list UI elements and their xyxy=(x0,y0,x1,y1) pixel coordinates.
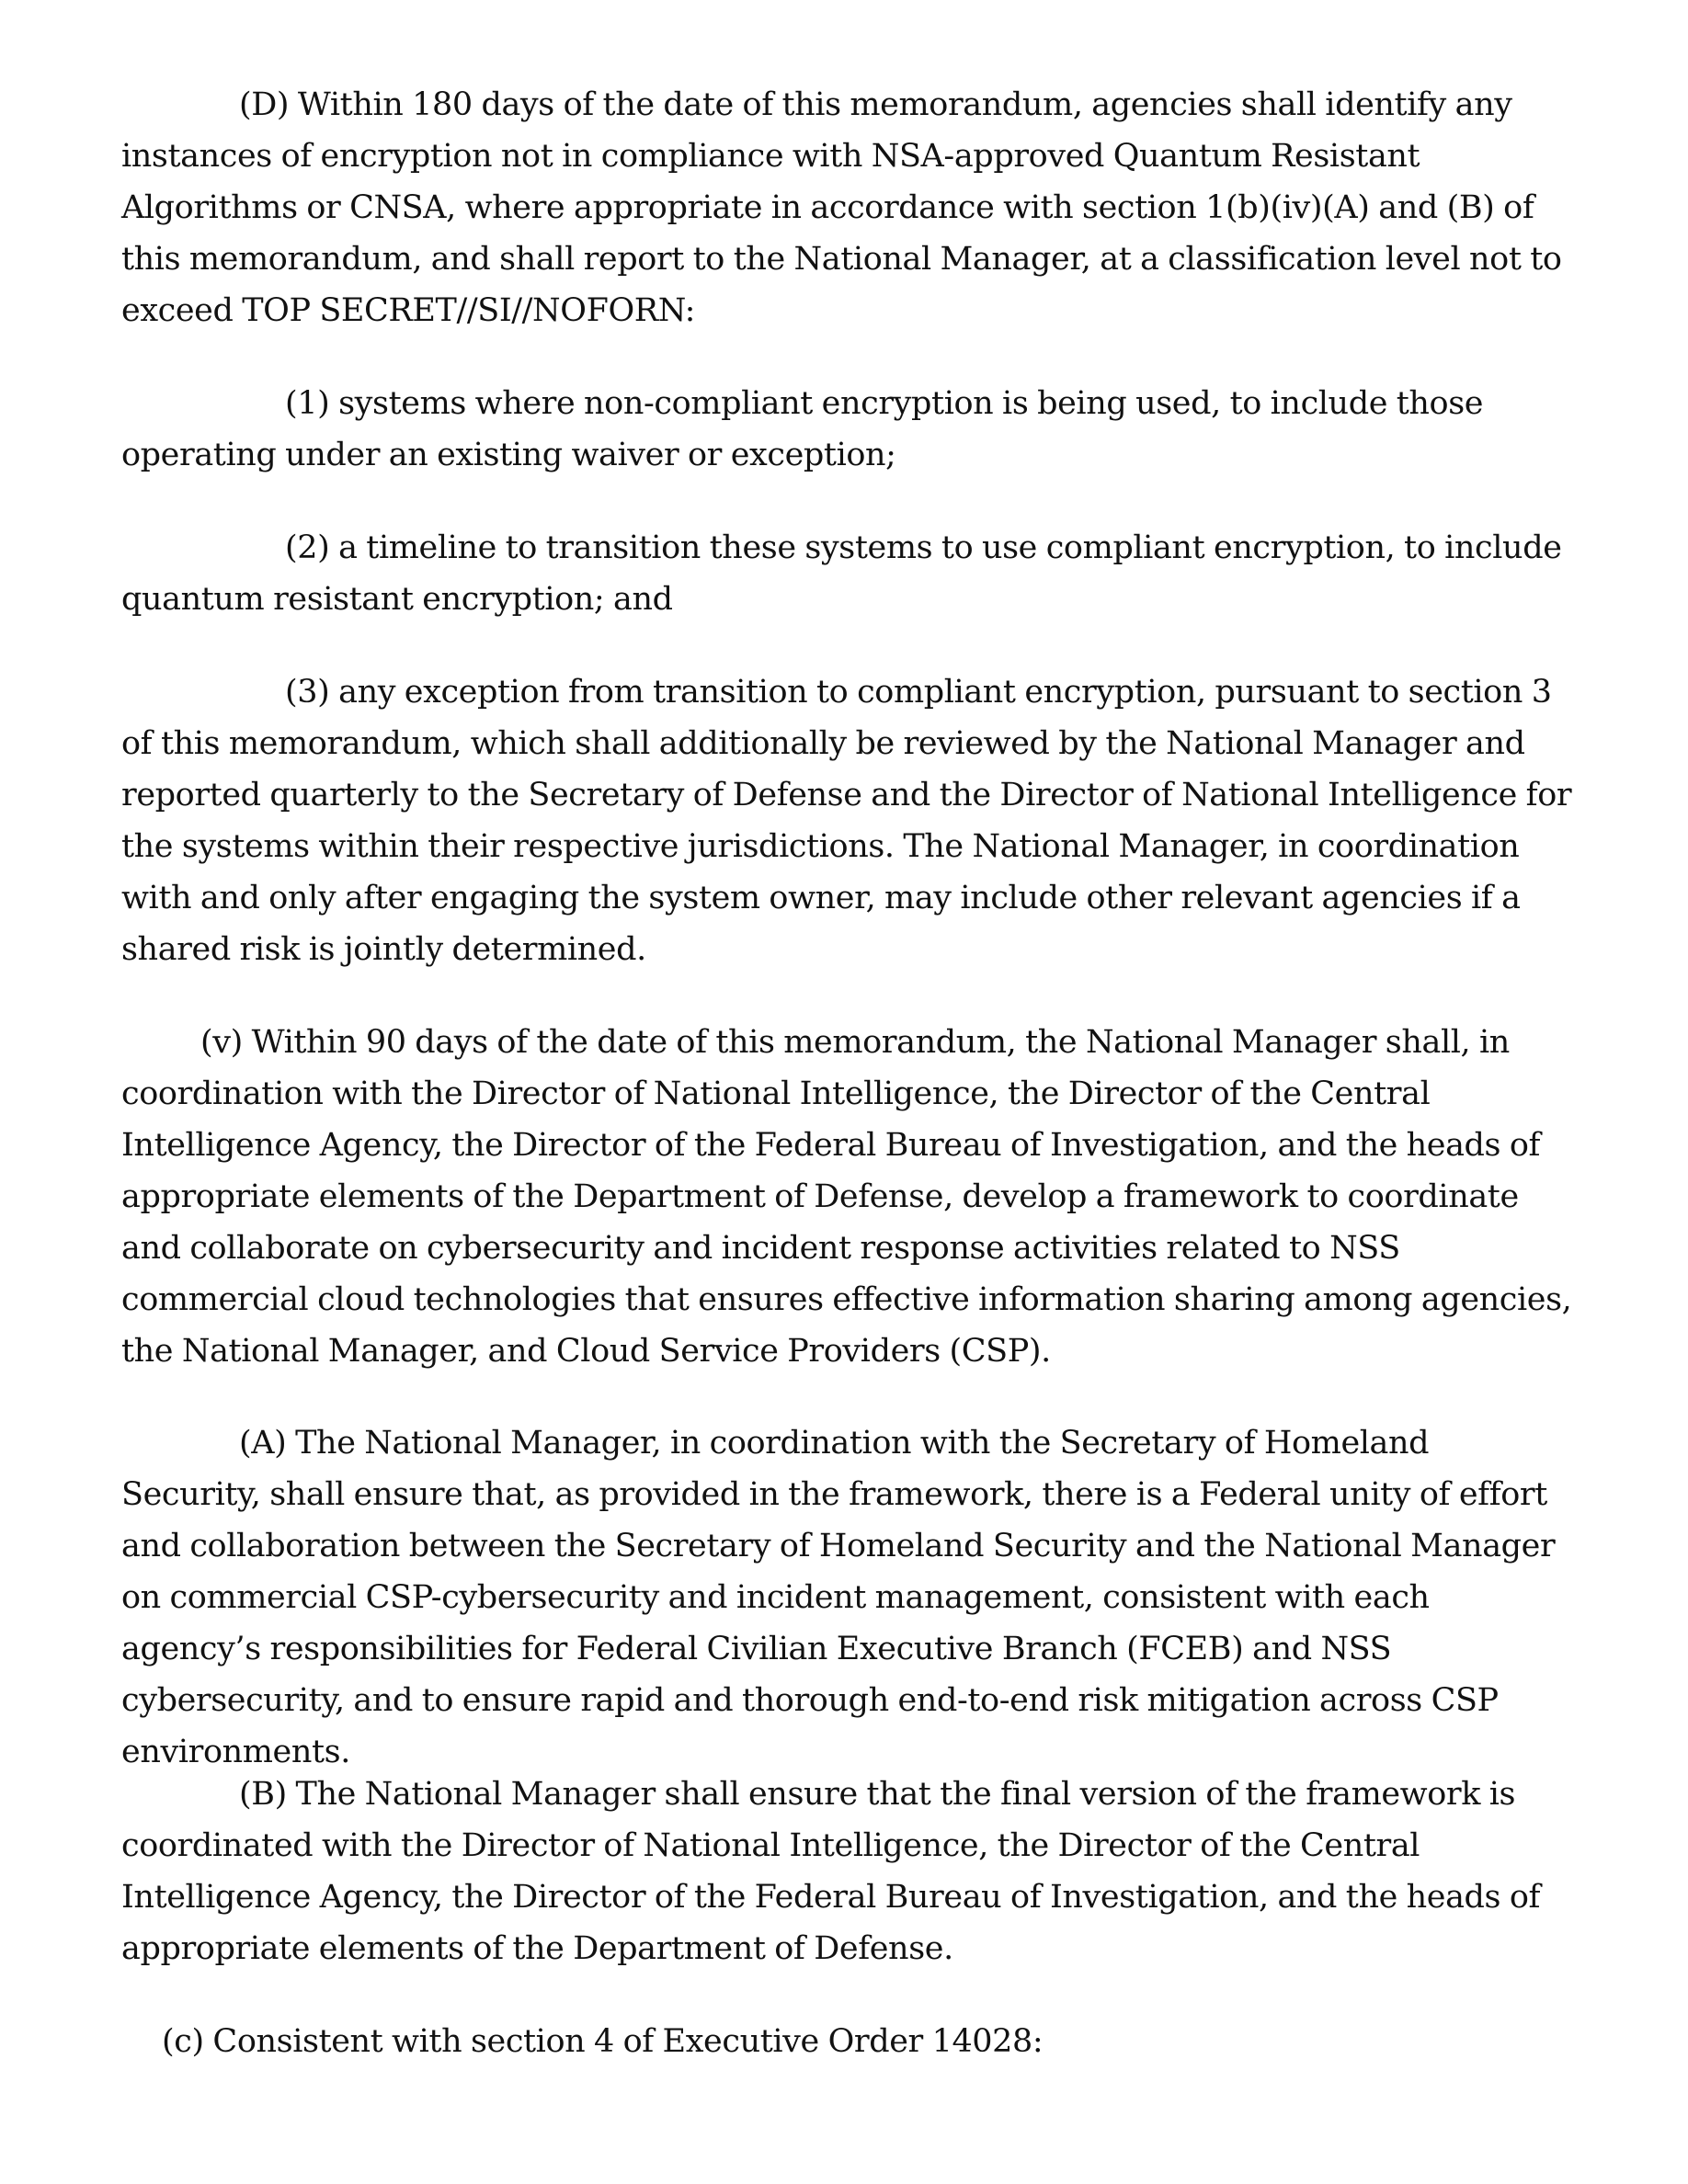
paragraph-v: (v) Within 90 days of the date of this memorandum, the National Manager shall, in coordination with the Director of National Intelligence, the Director of the Central Intelligence Agency, the Director of the Federal Bureau of Investigation, and the heads of appropriate elements of the Department of Defense, develop a framework to coordinate and collaborate on cybersecurity and incident response activities related to NSS commercial cloud technologies that ensures effective information sharing among agencies, the National Manager, and Cloud Service Providers (CSP). xyxy=(121,1024,1572,1370)
paragraph-v-b: (B) The National Manager shall ensure that the final version of the framework is coordinated with the Director of National Intelligence, the Director of the Central Intelligence Agency, the Director of the Federal Bureau of Investigation, and the heads of appropriate elements of the Department of Defense. xyxy=(121,1776,1541,1967)
paragraph-d: (D) Within 180 days of the date of this memorandum, agencies shall identify any instances of encryption not in compliance with NSA-approved Quantum Resistant Algorithms or CNSA, where appropriate in accordance with section 1(b)(iv)(A) and (B) of this memorandum, and shall report to the National Manager, at a classification level not to exceed TOP SECRET//SI//NOFORN: xyxy=(121,86,1562,329)
paragraph-d-2: (2) a timeline to transition these systems to use compliant encryption, to include quantum resistant encryption; and xyxy=(121,529,1562,618)
paragraph-c: (c) Consistent with section 4 of Executive Order 14028: xyxy=(162,2023,1044,2060)
paragraph-d-1: (1) systems where non-compliant encryption is being used, to include those operating under an existing waiver or exception; xyxy=(121,385,1484,473)
paragraph-d-3: (3) any exception from transition to compliant encryption, pursuant to section 3 of this memorandum, which shall additionally be reviewed by the National Manager and reported quarterly to the Secretary of Defense and the Director of National Intelligence for the systems within their respective jurisdictions. The National Manager, in coordination with and only after engaging the system owner, may include other relevant agencies if a shared risk is jointly determined. xyxy=(121,674,1572,968)
paragraph-v-a: (A) The National Manager, in coordination with the Secretary of Homeland Security, shall ensure that, as provided in the framework, there is a Federal unity of effort and collaboration between the Secretary of Homeland Security and the National Manager on commercial CSP-cybersecurity and incident management, consistent with each agency’s responsibilities for Federal Civilian Executive Branch (FCEB) and NSS cybersecurity, and to ensure rapid and thorough end-to-end risk mitigation across CSP environments. xyxy=(121,1425,1556,1770)
